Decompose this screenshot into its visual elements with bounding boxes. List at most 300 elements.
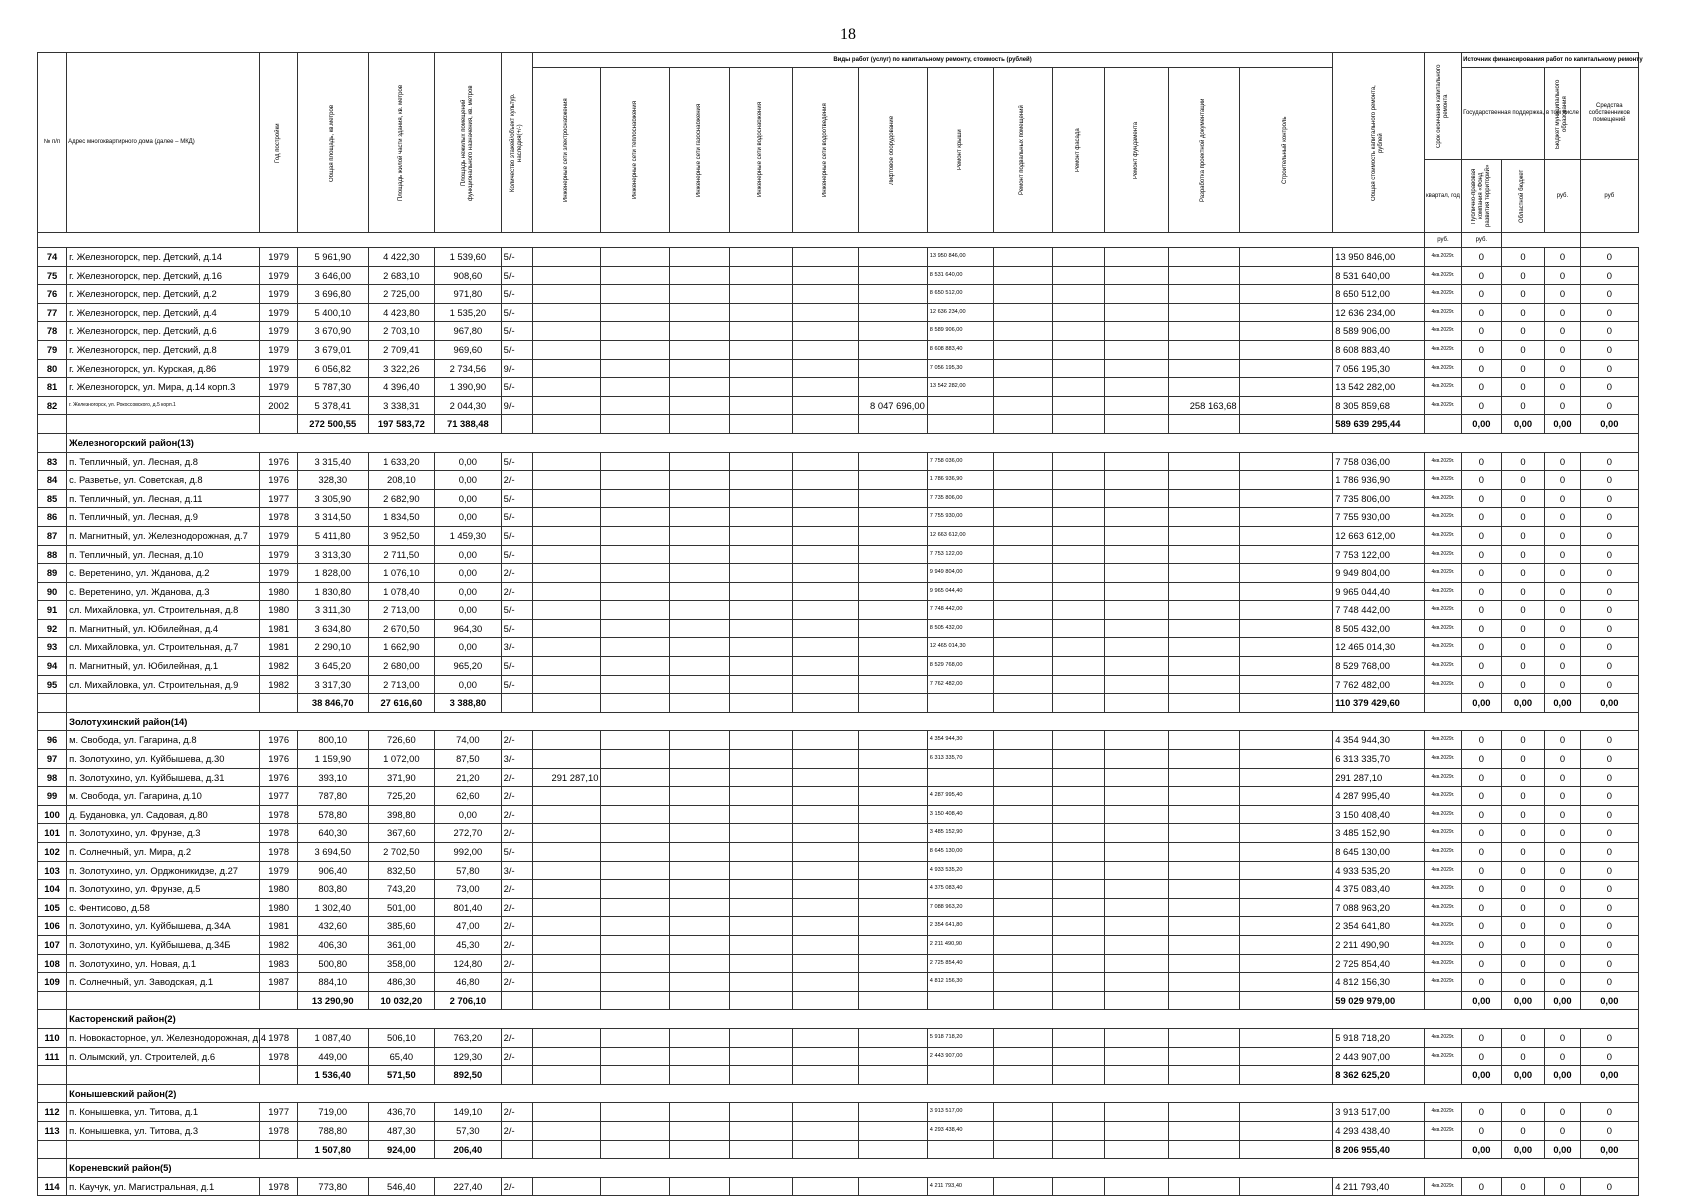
row-work-water xyxy=(730,1028,792,1047)
row-regional: 0 xyxy=(1501,619,1545,638)
col-work-sewage-header: Инженерные сети водоотведения xyxy=(792,68,859,233)
row-nonliving-area: 969,60 xyxy=(435,340,502,359)
col-deadline-unit: квартал, год xyxy=(1424,160,1461,233)
row-work-water xyxy=(730,545,792,564)
row-work-ctrl xyxy=(1239,750,1333,769)
row-floors: 2/- xyxy=(501,731,532,750)
row-work-lift xyxy=(859,675,928,694)
row-nonliving-area: 0,00 xyxy=(435,508,502,527)
row-address: м. Свобода, ул. Гагарина, д.8 xyxy=(67,731,260,750)
row-fund: 0 xyxy=(1462,526,1502,545)
row-total-cost: 1 786 936,90 xyxy=(1333,471,1424,490)
row-work-heat xyxy=(601,1177,670,1196)
row-work-sew xyxy=(792,396,859,415)
row-regional: 0 xyxy=(1501,675,1545,694)
row-fund: 0 xyxy=(1462,248,1502,267)
row-year: 1979 xyxy=(260,248,297,267)
page-number: 18 xyxy=(840,26,856,43)
subtotal-empty xyxy=(927,1140,994,1159)
row-deadline: 4кв.2029г. xyxy=(1424,973,1461,992)
subtotal-empty xyxy=(792,1066,859,1085)
table-row xyxy=(38,582,1639,601)
row-total-cost: 4 287 995,40 xyxy=(1333,787,1424,806)
row-work-fac xyxy=(1052,396,1104,415)
row-number: 102 xyxy=(38,843,67,862)
row-total-cost: 4 293 438,40 xyxy=(1333,1121,1424,1140)
row-work-roof: 8 505 432,00 xyxy=(927,619,994,638)
subtotal-living-area: 571,50 xyxy=(368,1066,435,1085)
row-living-area: 2 709,41 xyxy=(368,340,435,359)
row-owners: 0 xyxy=(1580,452,1638,471)
row-work-base xyxy=(994,303,1052,322)
row-work-fnd xyxy=(1104,340,1168,359)
row-number: 97 xyxy=(38,750,67,769)
row-work-gas xyxy=(670,285,730,304)
subtotal-total-cost: 8 362 625,20 xyxy=(1333,1066,1424,1085)
row-work-proj xyxy=(1168,322,1239,341)
row-work-sew xyxy=(792,322,859,341)
row-work-roof: 7 056 195,30 xyxy=(927,359,994,378)
col-work-gas-header: Инженерные сети газоснабжения xyxy=(670,68,730,233)
row-work-el xyxy=(532,675,601,694)
row-number: 87 xyxy=(38,526,67,545)
row-work-fnd xyxy=(1104,1177,1168,1196)
row-regional: 0 xyxy=(1501,861,1545,880)
row-total-area: 449,00 xyxy=(297,1047,368,1066)
row-work-ctrl xyxy=(1239,452,1333,471)
row-nonliving-area: 45,30 xyxy=(435,935,502,954)
row-total-cost: 4 933 535,20 xyxy=(1333,861,1424,880)
row-total-cost: 12 636 234,00 xyxy=(1333,303,1424,322)
row-work-heat xyxy=(601,768,670,787)
row-total-cost: 2 211 490,90 xyxy=(1333,935,1424,954)
row-work-lift xyxy=(859,750,928,769)
row-total-area: 5 378,41 xyxy=(297,396,368,415)
row-work-proj xyxy=(1168,564,1239,583)
row-total-cost: 4 211 793,40 xyxy=(1333,1177,1424,1196)
row-year: 1980 xyxy=(260,880,297,899)
row-work-base xyxy=(994,248,1052,267)
row-number: 112 xyxy=(38,1103,67,1122)
row-total-cost: 2 354 641,80 xyxy=(1333,917,1424,936)
row-work-gas xyxy=(670,452,730,471)
row-work-base xyxy=(994,396,1052,415)
row-work-el xyxy=(532,898,601,917)
row-deadline: 4кв.2029г. xyxy=(1424,266,1461,285)
subtotal-empty xyxy=(927,991,994,1010)
table-row xyxy=(38,1103,1639,1122)
row-work-water xyxy=(730,322,792,341)
subtotal-empty xyxy=(1424,1140,1461,1159)
row-work-roof: 8 645 130,00 xyxy=(927,843,994,862)
subtotal-empty xyxy=(859,1066,928,1085)
row-municipal: 0 xyxy=(1545,508,1580,527)
row-work-base xyxy=(994,657,1052,676)
row-deadline: 4кв.2029г. xyxy=(1424,619,1461,638)
table-row xyxy=(38,508,1639,527)
row-deadline: 4кв.2029г. xyxy=(1424,303,1461,322)
subtotal-empty xyxy=(67,694,260,713)
row-work-sew xyxy=(792,880,859,899)
row-floors: 2/- xyxy=(501,880,532,899)
row-owners: 0 xyxy=(1580,1177,1638,1196)
row-fund: 0 xyxy=(1462,657,1502,676)
row-year: 1987 xyxy=(260,973,297,992)
row-nonliving-area: 801,40 xyxy=(435,898,502,917)
row-work-el xyxy=(532,452,601,471)
row-work-ctrl xyxy=(1239,824,1333,843)
row-work-gas xyxy=(670,657,730,676)
row-nonliving-area: 87,50 xyxy=(435,750,502,769)
row-work-el xyxy=(532,526,601,545)
row-work-lift xyxy=(859,768,928,787)
row-work-sew xyxy=(792,768,859,787)
row-work-fac xyxy=(1052,601,1104,620)
row-work-heat xyxy=(601,526,670,545)
col-living-area-header: Площадь жилой части здания, кв. метров xyxy=(368,53,435,233)
row-work-el xyxy=(532,266,601,285)
row-work-gas xyxy=(670,545,730,564)
subtotal-empty xyxy=(1168,1066,1239,1085)
row-work-lift xyxy=(859,545,928,564)
row-work-el xyxy=(532,861,601,880)
row-work-fnd xyxy=(1104,378,1168,397)
row-fund: 0 xyxy=(1462,638,1502,657)
row-living-area: 2 670,50 xyxy=(368,619,435,638)
row-work-fac xyxy=(1052,768,1104,787)
district-empty xyxy=(38,1084,67,1103)
row-total-area: 393,10 xyxy=(297,768,368,787)
row-work-base xyxy=(994,359,1052,378)
table-row xyxy=(38,768,1639,787)
row-floors: 5/- xyxy=(501,526,532,545)
row-work-base xyxy=(994,471,1052,490)
row-deadline: 4кв.2029г. xyxy=(1424,508,1461,527)
row-year: 1976 xyxy=(260,452,297,471)
subtotal-row xyxy=(38,415,1639,434)
row-work-sew xyxy=(792,675,859,694)
row-work-water xyxy=(730,768,792,787)
row-work-roof: 7 762 482,00 xyxy=(927,675,994,694)
row-work-fnd xyxy=(1104,564,1168,583)
subtotal-municipal: 0,00 xyxy=(1545,1140,1580,1159)
row-work-ctrl xyxy=(1239,1103,1333,1122)
row-total-cost: 2 443 907,00 xyxy=(1333,1047,1424,1066)
row-year: 1981 xyxy=(260,917,297,936)
row-number: 88 xyxy=(38,545,67,564)
row-number: 92 xyxy=(38,619,67,638)
row-work-el xyxy=(532,935,601,954)
row-municipal: 0 xyxy=(1545,545,1580,564)
row-work-roof: 6 313 335,70 xyxy=(927,750,994,769)
row-work-base xyxy=(994,787,1052,806)
subtotal-empty xyxy=(792,991,859,1010)
row-work-base xyxy=(994,880,1052,899)
row-total-area: 5 411,80 xyxy=(297,526,368,545)
row-owners: 0 xyxy=(1580,266,1638,285)
row-work-fac xyxy=(1052,973,1104,992)
row-work-heat xyxy=(601,582,670,601)
table-row xyxy=(38,750,1639,769)
subtotal-empty xyxy=(859,1140,928,1159)
row-floors: 5/- xyxy=(501,285,532,304)
row-work-ctrl xyxy=(1239,731,1333,750)
row-work-base xyxy=(994,378,1052,397)
row-fund: 0 xyxy=(1462,378,1502,397)
row-work-proj xyxy=(1168,824,1239,843)
row-year: 1981 xyxy=(260,638,297,657)
row-work-roof xyxy=(927,768,994,787)
row-work-lift xyxy=(859,526,928,545)
row-work-roof: 13 542 282,00 xyxy=(927,378,994,397)
row-total-cost: 7 758 036,00 xyxy=(1333,452,1424,471)
row-work-sew xyxy=(792,545,859,564)
row-work-fnd xyxy=(1104,657,1168,676)
row-work-heat xyxy=(601,731,670,750)
row-owners: 0 xyxy=(1580,285,1638,304)
row-regional: 0 xyxy=(1501,1028,1545,1047)
row-total-cost: 7 755 930,00 xyxy=(1333,508,1424,527)
row-living-area: 371,90 xyxy=(368,768,435,787)
row-municipal: 0 xyxy=(1545,657,1580,676)
row-year: 2002 xyxy=(260,396,297,415)
row-deadline: 4кв.2029г. xyxy=(1424,824,1461,843)
row-total-area: 1 830,80 xyxy=(297,582,368,601)
table-row xyxy=(38,396,1639,415)
table-row xyxy=(38,1047,1639,1066)
row-work-el xyxy=(532,1121,601,1140)
row-municipal: 0 xyxy=(1545,805,1580,824)
subtotal-empty xyxy=(927,415,994,434)
row-work-proj xyxy=(1168,601,1239,620)
row-nonliving-area: 1 535,20 xyxy=(435,303,502,322)
row-work-fac xyxy=(1052,378,1104,397)
row-work-heat xyxy=(601,750,670,769)
row-work-roof: 4 933 535,20 xyxy=(927,861,994,880)
row-floors: 3/- xyxy=(501,638,532,657)
subtotal-nonliving-area: 71 388,48 xyxy=(435,415,502,434)
row-work-lift xyxy=(859,973,928,992)
row-work-heat xyxy=(601,248,670,267)
row-address: г. Железногорск, пер. Детский, д.2 xyxy=(67,285,260,304)
row-owners: 0 xyxy=(1580,880,1638,899)
table-row xyxy=(38,266,1639,285)
row-deadline: 4кв.2029г. xyxy=(1424,675,1461,694)
subtotal-empty xyxy=(670,991,730,1010)
row-regional: 0 xyxy=(1501,545,1545,564)
row-regional: 0 xyxy=(1501,303,1545,322)
row-work-sew xyxy=(792,1103,859,1122)
row-work-fac xyxy=(1052,303,1104,322)
row-work-water xyxy=(730,638,792,657)
row-work-gas xyxy=(670,1121,730,1140)
row-address: д. Будановка, ул. Садовая, д.80 xyxy=(67,805,260,824)
row-work-lift xyxy=(859,322,928,341)
subtotal-empty xyxy=(792,415,859,434)
row-floors: 2/- xyxy=(501,787,532,806)
row-municipal: 0 xyxy=(1545,1047,1580,1066)
row-address: сл. Михайловка, ул. Строительная, д.8 xyxy=(67,601,260,620)
district-name: Касторенский район(2) xyxy=(67,1010,1639,1029)
row-municipal: 0 xyxy=(1545,471,1580,490)
row-work-heat xyxy=(601,843,670,862)
row-work-fnd xyxy=(1104,396,1168,415)
row-total-area: 3 696,80 xyxy=(297,285,368,304)
row-address: п. Золотухино, ул. Куйбышева, д.30 xyxy=(67,750,260,769)
subtotal-empty xyxy=(501,991,532,1010)
row-total-cost: 7 753 122,00 xyxy=(1333,545,1424,564)
row-floors: 2/- xyxy=(501,973,532,992)
row-total-cost: 4 812 156,30 xyxy=(1333,973,1424,992)
row-fund: 0 xyxy=(1462,340,1502,359)
row-municipal: 0 xyxy=(1545,248,1580,267)
subtotal-total-area: 13 290,90 xyxy=(297,991,368,1010)
subtotal-empty xyxy=(601,1066,670,1085)
works-group-header: Виды работ (услуг) по капитальному ремонту, стоимость (рублей) xyxy=(532,53,1332,68)
row-work-roof: 8 608 883,40 xyxy=(927,340,994,359)
row-living-area: 385,60 xyxy=(368,917,435,936)
row-floors: 5/- xyxy=(501,675,532,694)
row-total-cost: 3 485 152,90 xyxy=(1333,824,1424,843)
row-work-lift xyxy=(859,582,928,601)
row-total-cost: 3 913 517,00 xyxy=(1333,1103,1424,1122)
subtotal-empty xyxy=(532,1066,601,1085)
subtotal-empty xyxy=(994,991,1052,1010)
row-regional: 0 xyxy=(1501,322,1545,341)
subtotal-empty xyxy=(1239,1066,1333,1085)
subtotal-living-area: 924,00 xyxy=(368,1140,435,1159)
row-number: 104 xyxy=(38,880,67,899)
row-work-ctrl xyxy=(1239,489,1333,508)
row-work-lift xyxy=(859,508,928,527)
col-nonliving-area-header: Площадь нежилых помещений функционального назначения, кв. метров xyxy=(435,53,502,233)
row-work-ctrl xyxy=(1239,880,1333,899)
row-work-gas xyxy=(670,266,730,285)
row-work-proj xyxy=(1168,917,1239,936)
row-work-base xyxy=(994,508,1052,527)
table-row xyxy=(38,619,1639,638)
row-owners: 0 xyxy=(1580,1028,1638,1047)
row-fund: 0 xyxy=(1462,1103,1502,1122)
row-number: 79 xyxy=(38,340,67,359)
col-deadline-header: Срок окончания капитального ремонта xyxy=(1424,53,1461,160)
row-work-el xyxy=(532,1047,601,1066)
subtotal-owners: 0,00 xyxy=(1580,1066,1638,1085)
row-nonliving-area: 1 539,60 xyxy=(435,248,502,267)
row-work-heat xyxy=(601,452,670,471)
row-work-roof: 12 636 234,00 xyxy=(927,303,994,322)
row-work-lift xyxy=(859,843,928,862)
row-owners: 0 xyxy=(1580,731,1638,750)
row-work-water xyxy=(730,731,792,750)
row-nonliving-area: 124,80 xyxy=(435,954,502,973)
table-row xyxy=(38,675,1639,694)
subtotal-empty xyxy=(1424,415,1461,434)
row-total-cost: 13 542 282,00 xyxy=(1333,378,1424,397)
row-work-gas xyxy=(670,1047,730,1066)
row-work-proj xyxy=(1168,750,1239,769)
row-living-area: 3 338,31 xyxy=(368,396,435,415)
row-work-sew xyxy=(792,378,859,397)
row-fund: 0 xyxy=(1462,545,1502,564)
row-work-sew xyxy=(792,917,859,936)
row-address: сл. Михайловка, ул. Строительная, д.7 xyxy=(67,638,260,657)
row-work-fac xyxy=(1052,508,1104,527)
row-number: 110 xyxy=(38,1028,67,1047)
row-work-proj xyxy=(1168,1028,1239,1047)
row-deadline: 4кв.2029г. xyxy=(1424,898,1461,917)
row-work-water xyxy=(730,917,792,936)
subtotal-empty xyxy=(1052,1066,1104,1085)
row-work-proj xyxy=(1168,303,1239,322)
row-total-cost: 7 762 482,00 xyxy=(1333,675,1424,694)
row-work-lift xyxy=(859,248,928,267)
row-living-area: 398,80 xyxy=(368,805,435,824)
row-work-gas xyxy=(670,582,730,601)
row-fund: 0 xyxy=(1462,935,1502,954)
row-work-el xyxy=(532,359,601,378)
district-header-row xyxy=(38,712,1639,731)
row-work-proj xyxy=(1168,973,1239,992)
row-address: с. Веретенино, ул. Жданова, д.2 xyxy=(67,564,260,583)
row-fund: 0 xyxy=(1462,898,1502,917)
row-work-water xyxy=(730,861,792,880)
row-year: 1980 xyxy=(260,898,297,917)
row-fund: 0 xyxy=(1462,564,1502,583)
row-work-ctrl xyxy=(1239,396,1333,415)
table-row xyxy=(38,1121,1639,1140)
row-work-water xyxy=(730,675,792,694)
row-year: 1978 xyxy=(260,1121,297,1140)
row-floors: 5/- xyxy=(501,322,532,341)
col-total-area-header: Общая площадь, кв.метров xyxy=(297,53,368,233)
subtotal-empty xyxy=(1104,415,1168,434)
subtotal-empty xyxy=(859,694,928,713)
row-work-water xyxy=(730,898,792,917)
row-work-roof: 3 485 152,90 xyxy=(927,824,994,843)
row-address: п. Новокасторное, ул. Железнодорожная, д.4 xyxy=(67,1028,260,1047)
row-number: 80 xyxy=(38,359,67,378)
row-living-area: 4 423,80 xyxy=(368,303,435,322)
row-nonliving-area: 763,20 xyxy=(435,1028,502,1047)
table-row xyxy=(38,731,1639,750)
row-work-ctrl xyxy=(1239,1047,1333,1066)
row-total-area: 1 087,40 xyxy=(297,1028,368,1047)
row-total-area: 432,60 xyxy=(297,917,368,936)
row-work-proj xyxy=(1168,843,1239,862)
row-owners: 0 xyxy=(1580,545,1638,564)
row-number: 81 xyxy=(38,378,67,397)
row-work-roof: 2 443 907,00 xyxy=(927,1047,994,1066)
row-work-sew xyxy=(792,526,859,545)
row-work-roof: 2 354 641,80 xyxy=(927,917,994,936)
row-work-sew xyxy=(792,619,859,638)
district-empty xyxy=(38,433,67,452)
row-nonliving-area: 0,00 xyxy=(435,805,502,824)
subtotal-owners: 0,00 xyxy=(1580,991,1638,1010)
row-work-base xyxy=(994,619,1052,638)
row-living-area: 367,60 xyxy=(368,824,435,843)
col-municipal-unit: руб. xyxy=(1545,160,1580,233)
subtotal-empty xyxy=(601,694,670,713)
subtotal-empty xyxy=(1239,1140,1333,1159)
row-work-fnd xyxy=(1104,508,1168,527)
row-address: г. Железногорск, пер. Детский, д.4 xyxy=(67,303,260,322)
row-nonliving-area: 129,30 xyxy=(435,1047,502,1066)
row-regional: 0 xyxy=(1501,564,1545,583)
row-work-base xyxy=(994,1103,1052,1122)
row-work-gas xyxy=(670,340,730,359)
